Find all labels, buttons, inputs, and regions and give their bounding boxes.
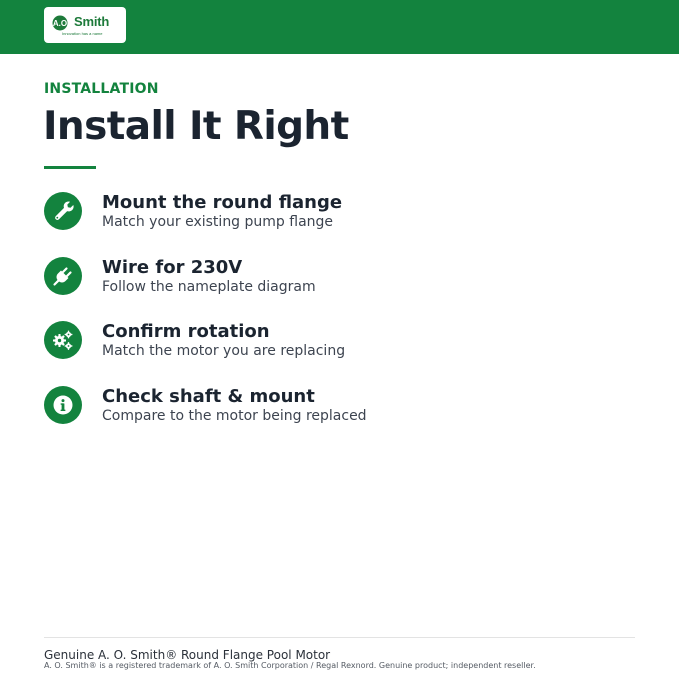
step-item-confirm-rotation [44, 321, 604, 369]
step-description: Match the motor you are replacing [102, 343, 346, 359]
step-description: Compare to the motor being replaced [102, 408, 367, 424]
logo-tagline: Innovation has a name [62, 31, 103, 36]
step-item-wire-230v [44, 257, 604, 305]
wrench-icon [44, 192, 82, 230]
logo-mark-icon [52, 15, 72, 31]
logo-wordmark: Smith [74, 14, 110, 29]
step-title: Mount the round flange [102, 192, 343, 213]
step-title: Wire for 230V [102, 257, 243, 278]
step-description: Follow the nameplate diagram [102, 279, 316, 295]
title-underline [44, 166, 96, 169]
footer-product-name: Genuine A. O. Smith® Round Flange Pool Motor [44, 648, 331, 662]
footer-trademark-note: A. O. Smith® is a registered trademark of A. O. Smith Corporation / Regal Rexnord. Genuine product; independent reseller. [44, 661, 536, 670]
top-banner [0, 0, 679, 54]
info-icon [44, 386, 82, 424]
step-title: Confirm rotation [102, 321, 270, 342]
brand-logo [44, 7, 126, 43]
step-item-check-shaft [44, 386, 604, 434]
logo-mark-text: A.O [52, 19, 68, 28]
step-description: Match your existing pump flange [102, 214, 334, 230]
page-title: Install It Right [43, 104, 349, 149]
step-title: Check shaft & mount [102, 386, 315, 407]
gears-icon [44, 321, 82, 359]
footer-divider [44, 637, 635, 638]
section-eyebrow: INSTALLATION [44, 81, 159, 97]
plug-icon [44, 257, 82, 295]
step-item-mount-flange [44, 192, 604, 240]
